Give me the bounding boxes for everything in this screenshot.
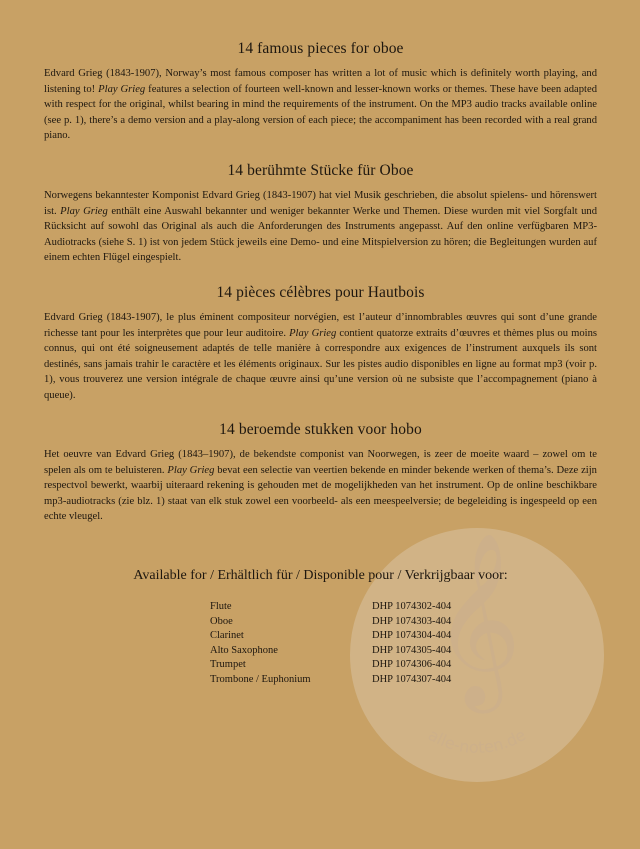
catalog-code: DHP 1074306-404 — [372, 659, 452, 671]
italic-title-run: Play Grieg — [60, 205, 108, 217]
section-body — [44, 188, 597, 266]
table-row — [210, 615, 451, 630]
italic-title-run: Play Grieg — [167, 464, 215, 476]
instrument-name: Clarinet — [210, 630, 244, 642]
section-title: 14 pièces célèbres pour Hautbois — [216, 284, 425, 301]
italic-title-run: Play Grieg — [289, 327, 337, 339]
text-run: Het oeuvre van Edvard Grieg (1843–1907), de bekendste componist van Noorwegen, is zeer de moeite waard – zowel om te spelen als om te beluisteren. — [44, 449, 597, 476]
table-row — [210, 644, 451, 659]
instrument-name: Trumpet — [210, 659, 246, 671]
table-row — [210, 600, 451, 615]
section-body — [44, 447, 597, 525]
instrument-name: Trombone / Euphonium — [210, 673, 311, 685]
text-run: bevat een selectie van veertien bekende en minder bekende werken of thema’s. Deze zijn respectvol bewerkt, waarbij uiteraard rekening is gehouden met de mogelijkheden van het instrument. Op de online beschikbare mp3-audiotracks (zie blz. 1) staat van elk stuk zowel een voorbeeld- als een meespeelversie; de begeleiding is ingespeeld op een echte vleugel. — [44, 464, 597, 523]
catalog-code: DHP 1074304-404 — [372, 630, 452, 642]
treble-clef-icon: 𝄞 — [432, 532, 522, 706]
catalog-code: DHP 1074307-404 — [372, 673, 452, 685]
table-row — [210, 658, 451, 673]
availability-title: Available for / Erhältlich für / Disponible pour / Verkrijgbaar voor: — [133, 568, 508, 583]
table-row — [210, 673, 451, 688]
instrument-name: Alto Saxophone — [210, 644, 278, 656]
availability-table — [210, 600, 451, 688]
catalog-code: DHP 1074303-404 — [372, 615, 452, 627]
section-title: 14 berühmte Stücke für Oboe — [227, 162, 414, 179]
section-title: 14 beroemde stukken voor hobo — [219, 421, 422, 438]
section-dutch — [44, 421, 597, 525]
watermark-text: alle-noten.de — [424, 725, 530, 757]
section-body — [44, 66, 597, 144]
text-run: Edvard Grieg (1843-1907), Norway’s most famous composer has written a lot of music which is definitely worth playing, and listening to! — [44, 68, 597, 95]
text-run: enthält eine Auswahl bekannter und weniger bekannter Werke und Themen. Diese wurden mit viel Sorgfalt und Rücksicht auf sowohl das Original als auch die Anforderungen des Instruments angepasst. Auf den online verfügbaren MP3-Audiotracks (siehe S. 1) ist von jedem Stück jeweils eine Demo- und eine Mitspielversion zu hören; die Begleitungen wurden auf einem echten Flügel eingespielt. — [44, 205, 597, 264]
text-run: Edvard Grieg (1843-1907), le plus éminent compositeur norvégien, est l’auteur d’innombrables œuvres qui sont d’une grande richesse tant pour les interprètes que pour leur auditoire. — [44, 312, 597, 339]
italic-title-run: Play Grieg — [98, 83, 146, 95]
section-english — [44, 40, 597, 144]
section-body — [44, 310, 597, 404]
table-row — [210, 629, 451, 644]
text-run: contient quatorze extraits d’œuvres et thèmes plus ou moins connus, qui ont été soigneusement adaptés de telle manière à correspondre aux exigences de l’instrument auxquels ils sont destinés, sans jamais trahir le caractère et les éléments originaux. Sur les pistes audio disponibles en ligne au format mp3 (voir p. 1), vous trouverez une version intégrale de chaque œuvre ainsi qu’une version où ne subsiste que l’accompagnement (piano à queue). — [44, 327, 597, 401]
text-run: Norwegens bekanntester Komponist Edvard Grieg (1843-1907) hat viel Musik geschrieben, die absolut spielens- und hörenswert ist. — [44, 190, 597, 217]
text-run: features a selection of fourteen well-known and lesser-known works or themes. These have been adapted with respect for the original, whilst bearing in mind the requirements of the instrument. On the MP3 audio tracks available online (see p. 1), there’s a demo version and a play-along version of each piece; the accompaniment has been recorded with a real grand piano. — [44, 83, 597, 142]
catalog-code: DHP 1074305-404 — [372, 644, 452, 656]
catalog-code: DHP 1074302-404 — [372, 601, 452, 612]
instrument-name: Oboe — [210, 615, 233, 627]
section-title: 14 famous pieces for oboe — [237, 40, 404, 57]
section-french — [44, 284, 597, 404]
section-german — [44, 162, 597, 266]
instrument-name: Flute — [210, 601, 232, 612]
